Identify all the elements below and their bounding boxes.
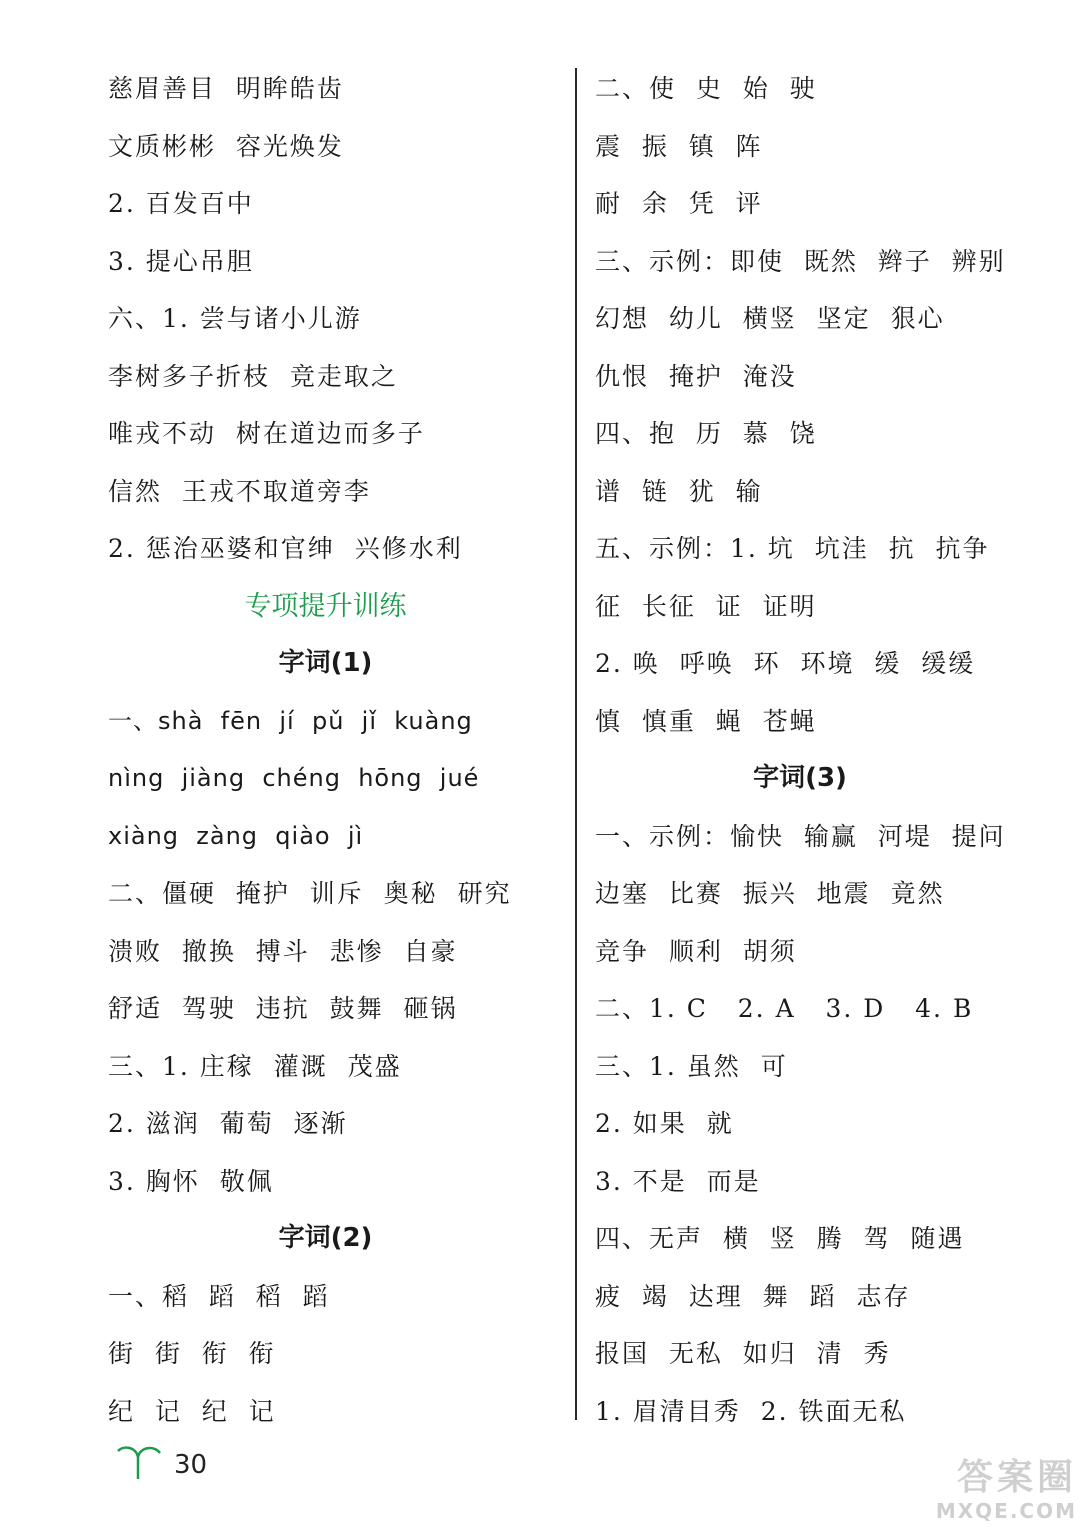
column-divider bbox=[575, 68, 577, 1420]
left-answer-line: 三、1. 庄稼 灌溉 茂盛 bbox=[108, 1051, 402, 1081]
left-answer-line: 一、稻 蹈 稻 蹈 bbox=[108, 1281, 330, 1311]
left-answer-line: 2. 百发百中 bbox=[108, 189, 254, 218]
left-heading: 字词(1) bbox=[278, 648, 373, 678]
page-number: 30 bbox=[174, 1450, 208, 1480]
left-answer-line: 溃败 撤换 搏斗 悲惨 自豪 bbox=[108, 936, 458, 966]
right-answer-line: 边塞 比赛 振兴 地震 竟然 bbox=[595, 879, 945, 908]
left-answer-line: 2. 惩治巫婆和官绅 兴修水利 bbox=[108, 534, 463, 563]
left-answer-line: 二、僵硬 掩护 训斥 奥秘 研究 bbox=[108, 879, 512, 908]
right-answer-line: 1. 眉清目秀 2. 铁面无私 bbox=[595, 1396, 907, 1426]
left-answer-line: 3. 胸怀 敬佩 bbox=[108, 1166, 274, 1196]
right-answer-line: 3. 不是 而是 bbox=[595, 1166, 761, 1196]
right-answer-line: 一、示例：愉快 输赢 河堤 提问 bbox=[595, 821, 1006, 851]
left-answer-line: 信然 王戎不取道旁李 bbox=[108, 476, 371, 506]
sprout-icon bbox=[110, 1443, 166, 1487]
right-answer-line: 竞争 顺利 胡须 bbox=[595, 936, 797, 966]
right-answer-line: 二、1. C 2. A 3. D 4. B bbox=[595, 994, 974, 1023]
right-answer-line: 2. 如果 就 bbox=[595, 1109, 734, 1138]
left-answer-line: 舒适 驾驶 违抗 鼓舞 砸锅 bbox=[108, 994, 458, 1023]
right-answer-line: 疲 竭 达理 舞 蹈 志存 bbox=[595, 1281, 911, 1311]
right-answer-line: 震 振 镇 阵 bbox=[595, 131, 763, 161]
watermark bbox=[927, 1458, 1077, 1528]
left-answer-line: 2. 滋润 葡萄 逐渐 bbox=[108, 1109, 348, 1138]
right-answer-line: 仇恨 掩护 淹没 bbox=[595, 361, 797, 391]
right-answer-line: 五、示例：1. 坑 坑洼 抗 抗争 bbox=[595, 534, 990, 563]
right-answer-line: 二、使 史 始 驶 bbox=[595, 74, 817, 103]
left-answer-line: 3. 提心吊胆 bbox=[108, 246, 254, 276]
left-pinyin-line: 一、shà fēn jí pǔ jǐ kuàng bbox=[108, 706, 473, 735]
right-answer-line: 慎 慎重 蝇 苍蝇 bbox=[595, 706, 817, 736]
right-answer-line: 幻想 幼儿 横竖 坚定 狠心 bbox=[595, 304, 945, 333]
watermark-url: MXQE.COM bbox=[935, 1499, 1077, 1523]
left-answer-line: 街 街 衔 衔 bbox=[108, 1339, 276, 1368]
right-answer-line: 三、1. 虽然 可 bbox=[595, 1051, 788, 1081]
left-answer-line: 慈眉善目 明眸皓齿 bbox=[108, 74, 344, 103]
right-answer-line: 四、抱 历 慕 饶 bbox=[595, 419, 817, 448]
left-pinyin-line: nìng jiàng chéng hōng jué bbox=[108, 764, 480, 792]
left-column bbox=[108, 60, 563, 1440]
right-answer-line: 谱 链 犹 输 bbox=[595, 476, 763, 506]
right-answer-line: 2. 唤 呼唤 环 环境 缓 缓缓 bbox=[595, 649, 976, 678]
left-heading: 字词(2) bbox=[278, 1223, 373, 1253]
right-answer-line: 耐 余 凭 评 bbox=[595, 189, 763, 218]
left-answer-line: 文质彬彬 容光焕发 bbox=[108, 131, 344, 161]
left-pinyin-line: xiàng zàng qiào jì bbox=[108, 821, 364, 850]
page-footer bbox=[110, 1440, 207, 1490]
section-title: 专项提升训练 bbox=[244, 590, 407, 622]
left-answer-line: 六、1. 尝与诸小儿游 bbox=[108, 304, 362, 333]
right-answer-line: 报国 无私 如归 清 秀 bbox=[595, 1339, 891, 1368]
right-answer-line: 四、无声 横 竖 腾 驾 随遇 bbox=[595, 1224, 965, 1253]
left-answer-line: 唯戎不动 树在道边而多子 bbox=[108, 419, 425, 448]
right-heading: 字词(3) bbox=[753, 763, 847, 793]
left-answer-line: 纪 记 纪 记 bbox=[108, 1396, 276, 1426]
right-column bbox=[595, 60, 1065, 1440]
watermark-title: 答案圈 bbox=[956, 1457, 1077, 1498]
right-answer-line: 三、示例：即使 既然 辫子 辨别 bbox=[595, 246, 1006, 276]
left-answer-line: 李树多子折枝 竞走取之 bbox=[108, 361, 398, 391]
right-answer-line: 征 长征 证 证明 bbox=[595, 591, 817, 621]
